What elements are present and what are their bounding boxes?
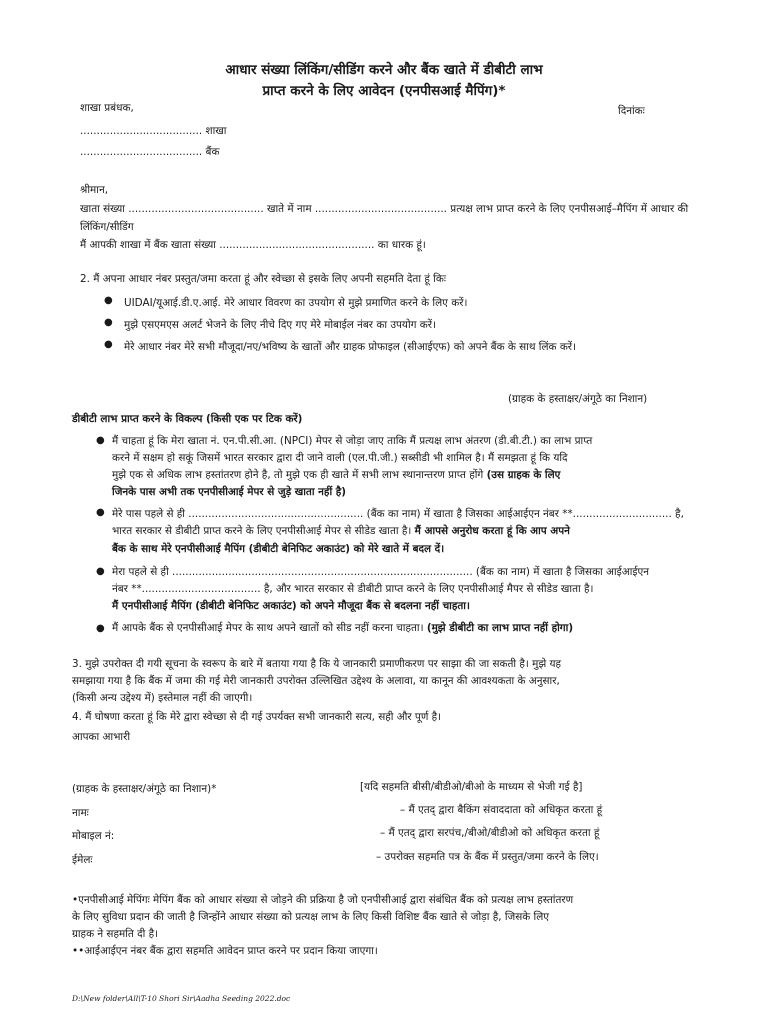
consent-item: UIDAI/यूआई.डी.ए.आई. मेरे आधार विवरण का उपयोग से मुझे प्रमाणित करने के लिए करें। (124, 297, 468, 309)
customer-signature-label-2: (ग्राहक के हस्ताक्षर/अंगूठे का निशान)* (72, 783, 217, 795)
option-3-line: मैं एनपीसीआई मैपिंग (डीबीटी बेनिफिट अकाउंट) को अपने मौजूदा बैंक से बदलना नहीं चाहता। (112, 600, 470, 612)
salutation: श्रीमान, (80, 184, 109, 196)
file-path-footer: D:\New folder\All\T-10 Shori Sir\Aadha Seeding 2022.doc (72, 994, 291, 1003)
bullet-icon: ● (96, 435, 105, 446)
bullet-icon: ● (96, 566, 105, 577)
bullet-icon: ● (104, 295, 113, 306)
name-label: नामः (72, 807, 89, 819)
consent-heading: 2. मैं अपना आधार नंबर प्रस्तुत/जमा करता हूं और स्वेच्छा से इसके लिए अपनी सहमति देता हूं किः (80, 273, 446, 285)
option-2-line: भारत सरकार से डीबीटी प्राप्त करने के लिए एनपीसीआई मेपर से सीडेड खाता है। मैं आपसे अनुरोध करता हूं कि आप अपने (112, 525, 570, 537)
bullet-icon: ● (104, 317, 113, 328)
footnote-npci-line: के लिए सुविधा प्रदान की जाती है जिन्होंने आधार संख्या को प्रत्यक्ष लाभ के लिए किसी विशिष्ट बैंक खाते से जोड़ा है, जिसके लिए (72, 911, 550, 923)
declaration-3-line: समझाया गया है कि बैंक में जमा की गई मेरी जानकारी उपरोक्त उल्लिखित उद्देश्य के अलावा, या कानून की आवश्यकता के अनुसार, (72, 675, 560, 687)
email-label: ईमेलः (72, 854, 93, 866)
option-1-line: करने में सक्षम हो सकूं जिसमें भारत सरकार द्वारा दी जाने वाली (एल.पी.जी.) सब्सीडी भी शामिल है। मैं समझता हूं कि यदि (112, 452, 568, 464)
customer-signature-label: (ग्राहक के हस्ताक्षर/अंगूठे का निशान) (508, 393, 648, 405)
option-1-line: जिनके पास अभी तक एनपीसीआई मेपर से जुड़े खाता नहीं है) (112, 486, 347, 498)
form-title-line1: आधार संख्या लिंकिंग/सीडिंग करने और बैंक खाते में डीबीटी लाभ (225, 62, 543, 78)
footnote-npci-line: •एनपीसीआई मेपिंगः मेपिंग बैंक को आधार संख्या से जोड़ने की प्रक्रिया है जो एनपीसीआई द्वारा संबंधित बैंक को प्रत्यक्ष लाभ हस्तांतरण (72, 894, 574, 906)
bc-authorization-line: – उपरोक्त सहमति पत्र के बैंक में प्रस्तुत/जमा करने के लिए। (376, 851, 599, 863)
option-2-line: मेरे पास पहले से ही ..................................................... (बैंक का नाम) में खाता है जिसका आईआईएन नंबर **.............................. है, (112, 508, 684, 520)
option-2-line: बैंक के साथ मेरे एनपीसीआई मैपिंग (डीबीटी बेनिफिट अकाउंट) को मेरे खाते में बदल दें। (112, 543, 445, 555)
option-1-line: मैं चाहता हूं कि मेरा खाता नं. एन.पी.सी.आ. (NPCI) मेपर से जोड़ा जाए ताकि मैं प्रत्यक्ष लाभ अंतरण (डी.बी.टी.) का लाभ प्राप्त (112, 435, 593, 447)
bullet-icon: ● (96, 623, 105, 634)
account-line: खाता संख्या ......................................... खाते में नाम ........................................ प्रत्यक्ष लाभ प्राप्त करने के लिए एनपीसआई–मैपिंग में आधार की (80, 203, 689, 215)
declaration-4: 4. मैं घोषणा करता हूं कि मेरे द्वारा स्वेच्छा से दी गई उपर्यक्त सभी जानकारी सत्य, सही और पूर्ण है। (72, 711, 442, 723)
account-line-2: लिंकिंग/सीडिंग (80, 221, 134, 233)
declaration-3-line: (किसी अन्य उद्देश्य में) इस्तेमाल नहीं की जाएगी। (72, 692, 253, 704)
addressee: शाखा प्रबंधक, (80, 102, 134, 114)
option-4-line: मैं आपके बैंक से एनपीसीआई मेपर के साथ अपने खातों को सीड नहीं करना चाहता। (मुझे डीबीटी का लाभ प्राप्त नहीं होगा) (112, 622, 574, 634)
option-3-line: मेरा पहले से ही ........................................................................................... (बैंक का नाम) में खाता है जिसका आईआईएन (112, 566, 649, 578)
mobile-label: मोबाइल नं: (72, 830, 115, 842)
option-1-line: मुझे एक से अधिक लाभ हस्तांतरण होने है, तो मुझे एक ही खाते में सभी लाभ स्थानान्तरण प्राप्त होंगे (उस ग्राहक के लिए (112, 469, 561, 481)
dbt-options-heading: डीबीटी लाभ प्राप्त करने के विकल्प (किसी एक पर टिक करें) (72, 413, 303, 425)
declaration-3-line: 3. मुझे उपरोक्त दी गयी सूचना के स्वरूप के बारे में बताया गया है कि ये जानकारी प्रमाणीकरण पर साझा की जा सकती है। मुझे यह (72, 658, 562, 670)
date-label: दिनांकः (618, 105, 645, 117)
bank-field: ..................................... बैंक (80, 146, 220, 158)
consent-item: मेरे आधार नंबर मेरे सभी मौजूदा/नए/भविष्य के खातों और ग्राहक प्रोफाइल (सीआईएफ) को अपने बैंक के साथ लिंक करें। (124, 341, 576, 353)
account-holder-line: मैं आपकी शाखा में बैंक खाता संख्या ............................................... का धारक हूं। (80, 239, 426, 251)
bullet-icon: ● (104, 339, 113, 350)
bullet-icon: ● (96, 507, 105, 518)
option-3-line: नंबर **.................................... है, और भारत सरकार से डीबीटी प्राप्त करने के लिए एनपीसीआई मैपर से सीडेड खाता है। (112, 583, 594, 595)
footnote-npci-line: ग्राहक ने सहमति दी है। (72, 928, 159, 940)
bc-consent-note: [यदि सहमति बीसी/बीडीओ/बीओ के माध्यम से भेजी गई है] (360, 781, 583, 793)
bc-authorization-line: – मैं एतद् द्वारा सरपंच,/बीओ/बीडीओ को अधिकृत करता हूं (380, 827, 600, 839)
consent-item: मुझे एसएमएस अलर्ट भेजने के लिए नीचे दिए गए मेरे मोबाईल नंबर का उपयोग करें। (124, 319, 436, 331)
branch-field: ..................................... शाखा (80, 125, 227, 137)
bc-authorization-line: – मैं एतद् द्वारा बैकिंग संवाददाता को अधिकृत करता हूं (400, 804, 603, 816)
thanks-line: आपका आभारी (72, 731, 131, 743)
form-title-line2: प्राप्त करने के लिए आवेदन (एनपीसआई मैपिंग)* (262, 83, 506, 99)
footnote-iin: ••आईआईएन नंबर बैंक द्वारा सहमति आवेदन प्राप्त करने पर प्रदान किया जाएगा। (72, 945, 378, 957)
